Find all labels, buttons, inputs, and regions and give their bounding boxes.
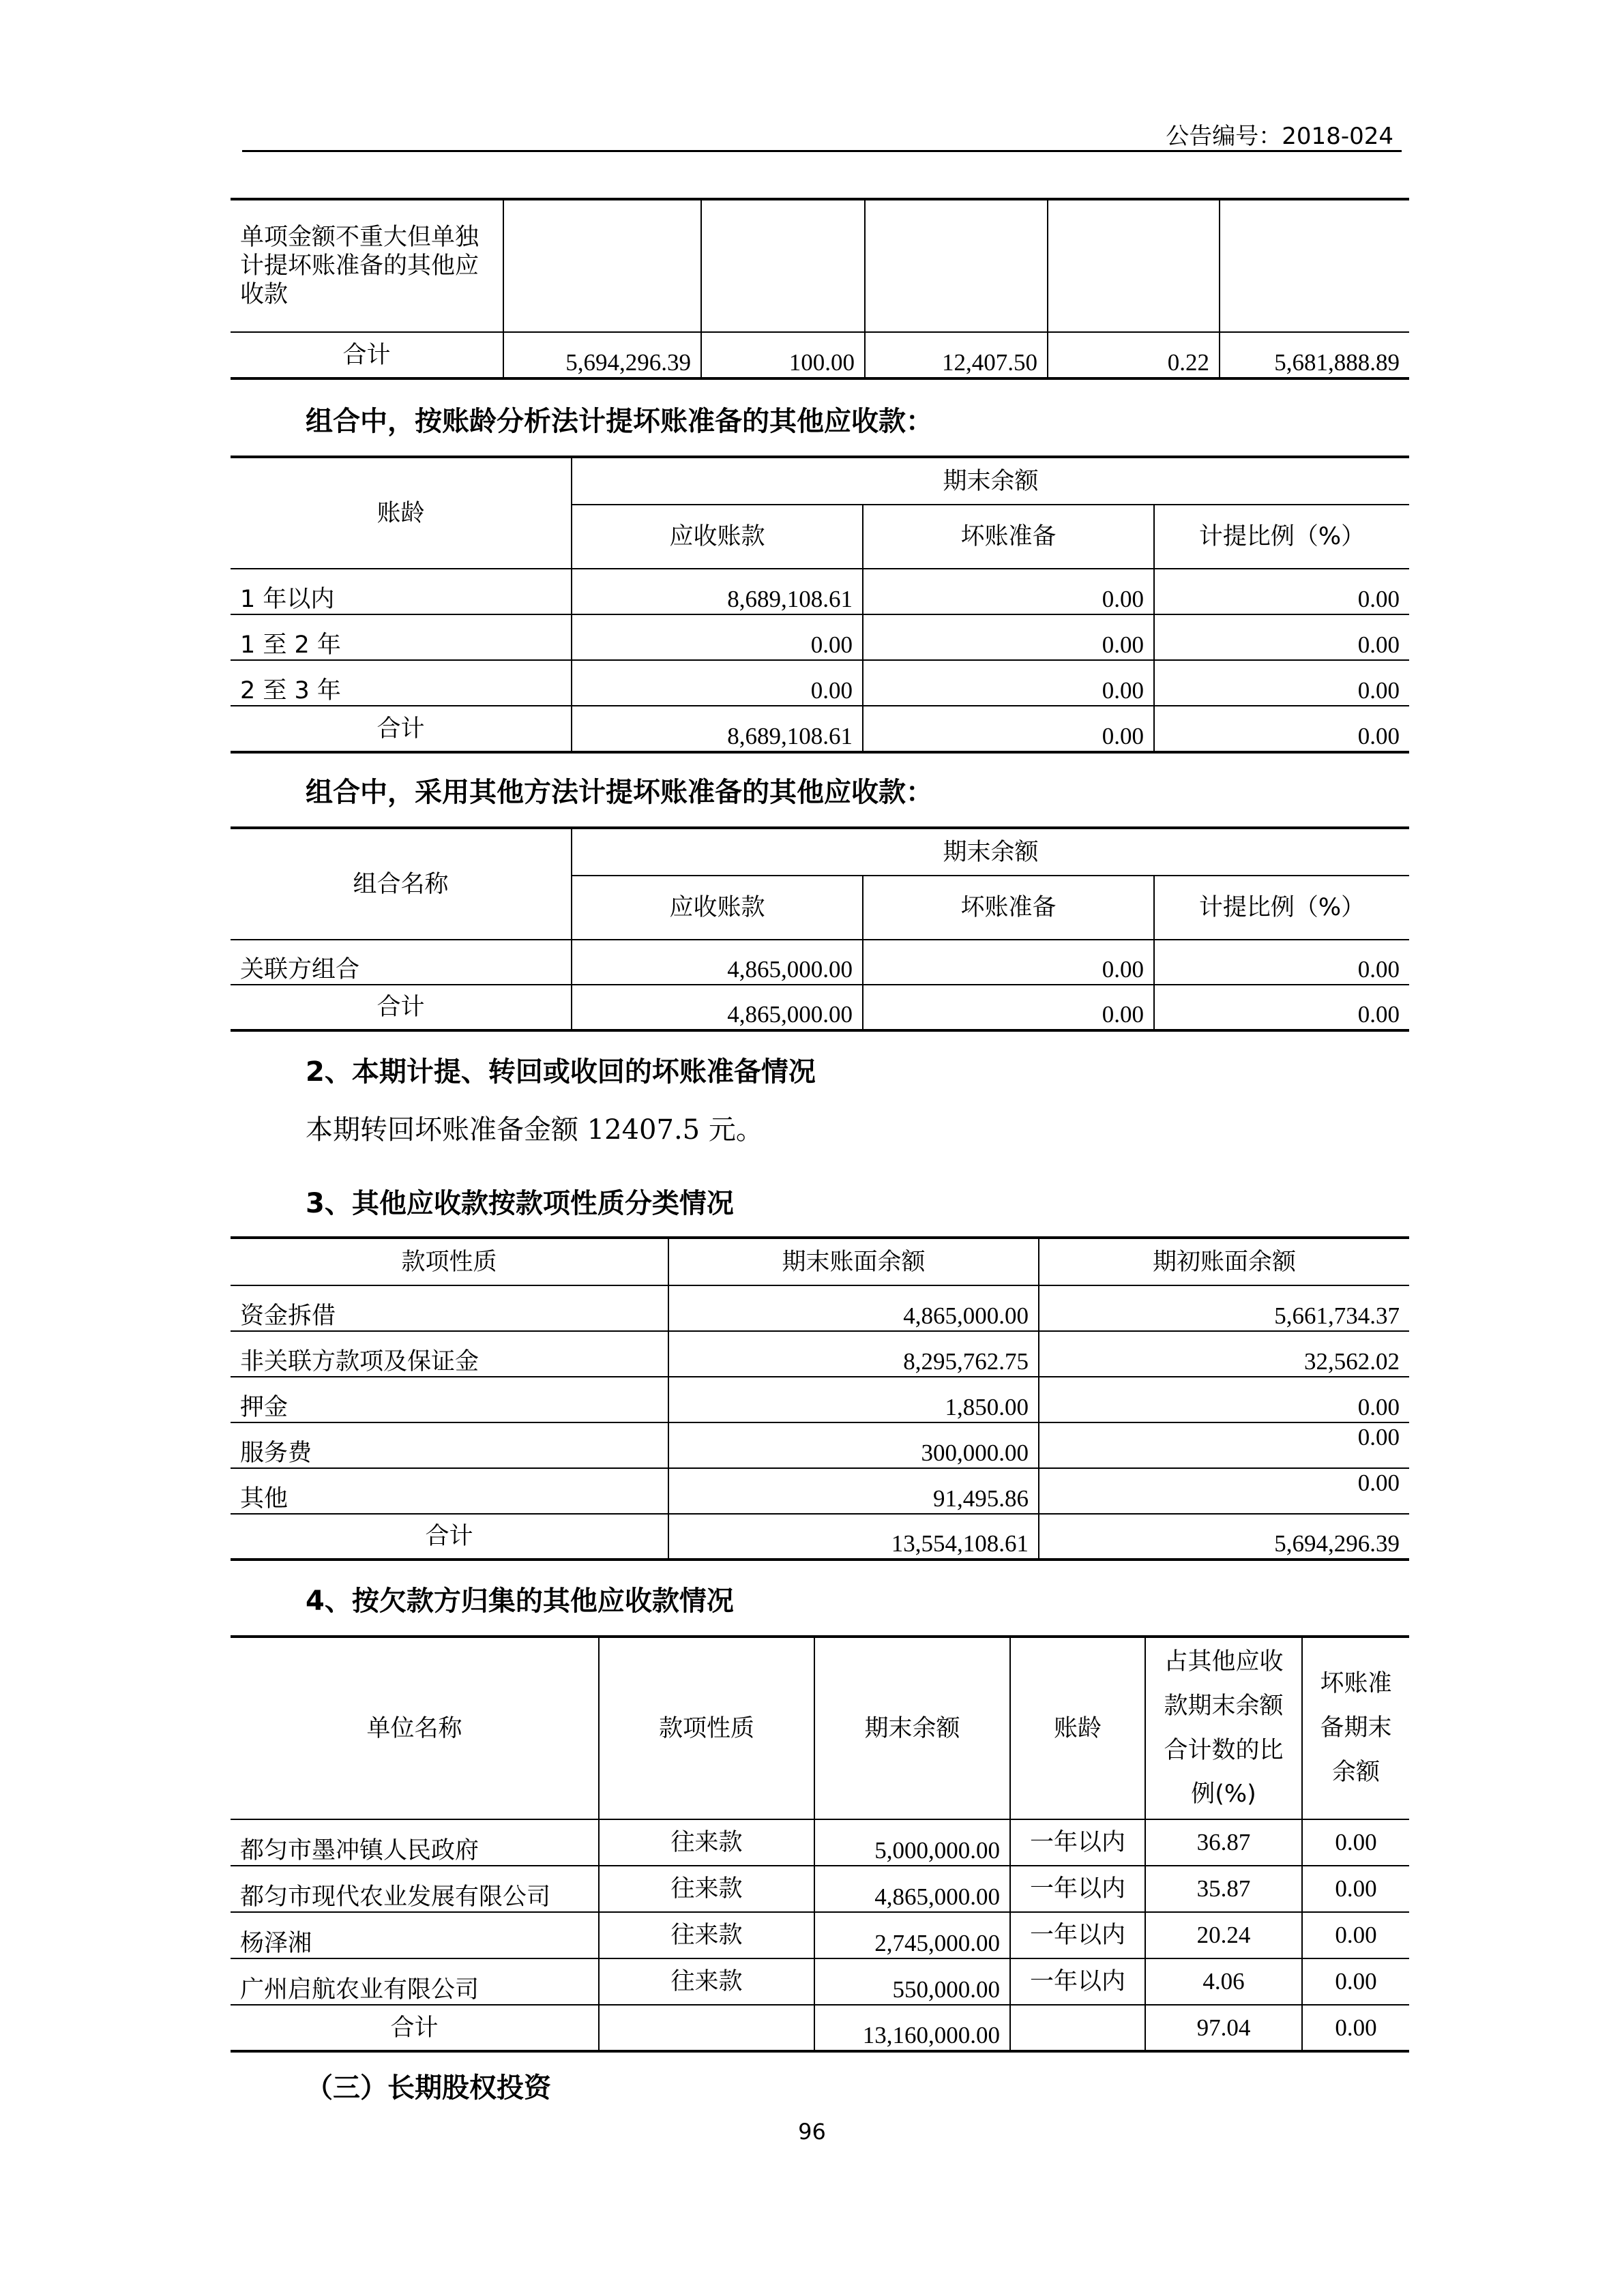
table-row (231, 1285, 1409, 1331)
table-row (231, 332, 1409, 378)
column-header: 计提比例（%） (1154, 876, 1409, 940)
table-nature (231, 1236, 1409, 1561)
section-heading-3: 3、其他应收款按款项性质分类情况 (306, 1188, 734, 1219)
row-label: 资金拆借 (231, 1285, 668, 1331)
cell-nature: 往来款 (599, 1866, 814, 1912)
header-divider (242, 150, 1402, 152)
row-label: 1 至 2 年 (231, 614, 572, 660)
table-header-row (231, 1238, 1409, 1285)
cell (1220, 199, 1409, 332)
table-row (231, 1866, 1409, 1912)
cell (503, 199, 701, 332)
column-header: 款项性质 (231, 1238, 668, 1285)
table-continued-grid (231, 198, 1409, 380)
table-aging-grid (231, 456, 1409, 754)
table-header-row (231, 1637, 1409, 1819)
cell: 0.00 (1154, 569, 1409, 614)
cell: 0.00 (1154, 614, 1409, 660)
table-aging (231, 456, 1409, 754)
table-header-row (231, 828, 1409, 876)
table-row (231, 2005, 1409, 2051)
column-header: 账龄 (1010, 1637, 1145, 1819)
page-number: 96 (798, 2119, 826, 2145)
column-header: 款项性质 (599, 1637, 814, 1819)
table-row (231, 1422, 1409, 1468)
cell: 4,865,000.00 (572, 985, 863, 1030)
row-label: 1 年以内 (231, 569, 572, 614)
table-row (231, 1468, 1409, 1514)
section-heading-aging: 组合中，按账龄分析法计提坏账准备的其他应收款： (306, 406, 933, 437)
cell: 0.00 (572, 614, 863, 660)
table-row (231, 569, 1409, 614)
cell: 0.00 (1039, 1377, 1409, 1422)
section-heading-long-term-investment: （三）长期股权投资 (306, 2072, 551, 2104)
table-other-method-grid (231, 826, 1409, 1032)
cell: 0.00 (863, 614, 1154, 660)
cell-provision: 0.00 (1302, 1958, 1409, 2005)
table-other-method (231, 826, 1409, 1032)
cell (865, 199, 1048, 332)
cell: 5,661,734.37 (1039, 1285, 1409, 1331)
cell: 8,689,108.61 (572, 569, 863, 614)
cell: 1,850.00 (668, 1377, 1039, 1422)
row-label: 其他 (231, 1468, 668, 1514)
cell (701, 199, 865, 332)
row-label: 合计 (231, 706, 572, 752)
cell: 5,694,296.39 (1039, 1514, 1409, 1560)
cell-balance: 550,000.00 (814, 1958, 1010, 2005)
table-debtors-grid (231, 1635, 1409, 2053)
row-label: 服务费 (231, 1422, 668, 1468)
column-header: 坏账准备 (863, 505, 1154, 569)
cell-nature: 往来款 (599, 1958, 814, 2005)
cell-nature (599, 2005, 814, 2051)
cell-nature: 往来款 (599, 1819, 814, 1866)
row-label: 合计 (231, 1514, 668, 1560)
cell: 100.00 (701, 332, 865, 378)
cell-aging: 一年以内 (1010, 1958, 1145, 2005)
cell-unit-name: 合计 (231, 2005, 599, 2051)
column-group-header: 期末余额 (572, 457, 1409, 505)
cell: 0.00 (1039, 1422, 1409, 1468)
cell-aging: 一年以内 (1010, 1912, 1145, 1958)
column-header: 计提比例（%） (1154, 505, 1409, 569)
column-header: 坏账准备 (863, 876, 1154, 940)
cell: 32,562.02 (1039, 1331, 1409, 1377)
cell: 8,295,762.75 (668, 1331, 1039, 1377)
column-header: 占其他应收款期末余额合计数的比例(%) (1145, 1637, 1302, 1819)
section-heading-other-method: 组合中，采用其他方法计提坏账准备的其他应收款： (306, 777, 933, 808)
cell: 91,495.86 (668, 1468, 1039, 1514)
cell-balance: 2,745,000.00 (814, 1912, 1010, 1958)
cell-unit-name: 广州启航农业有限公司 (231, 1958, 599, 2005)
row-label: 关联方组合 (231, 940, 572, 985)
cell: 0.00 (1039, 1468, 1409, 1514)
cell-balance: 4,865,000.00 (814, 1866, 1010, 1912)
cell: 4,865,000.00 (668, 1285, 1039, 1331)
table-row (231, 985, 1409, 1030)
cell-nature: 往来款 (599, 1912, 814, 1958)
column-header: 期末账面余额 (668, 1238, 1039, 1285)
cell-ratio: 4.06 (1145, 1958, 1302, 2005)
cell: 0.00 (863, 985, 1154, 1030)
table-continued (231, 198, 1409, 380)
table-row (231, 199, 1409, 332)
cell-provision: 0.00 (1302, 1912, 1409, 1958)
table-row (231, 1514, 1409, 1560)
cell: 5,694,296.39 (503, 332, 701, 378)
column-header: 应收账款 (572, 505, 863, 569)
cell-ratio: 35.87 (1145, 1866, 1302, 1912)
cell-balance: 5,000,000.00 (814, 1819, 1010, 1866)
cell: 0.22 (1048, 332, 1220, 378)
cell: 300,000.00 (668, 1422, 1039, 1468)
cell: 8,689,108.61 (572, 706, 863, 752)
cell-unit-name: 都匀市墨冲镇人民政府 (231, 1819, 599, 1866)
cell-provision: 0.00 (1302, 1866, 1409, 1912)
cell-aging: 一年以内 (1010, 1866, 1145, 1912)
section-2-text: 本期转回坏账准备金额 12407.5 元。 (306, 1114, 763, 1146)
column-header: 组合名称 (231, 828, 572, 940)
cell: 0.00 (863, 706, 1154, 752)
cell-unit-name: 都匀市现代农业发展有限公司 (231, 1866, 599, 1912)
cell: 0.00 (1154, 985, 1409, 1030)
cell: 0.00 (863, 569, 1154, 614)
table-row (231, 1819, 1409, 1866)
cell: 0.00 (572, 660, 863, 706)
cell: 0.00 (1154, 660, 1409, 706)
table-row (231, 1912, 1409, 1958)
table-row (231, 1958, 1409, 2005)
cell: 12,407.50 (865, 332, 1048, 378)
row-label: 单项金额不重大但单独计提坏账准备的其他应收款 (231, 199, 503, 332)
cell-ratio: 20.24 (1145, 1912, 1302, 1958)
cell-aging (1010, 2005, 1145, 2051)
column-header: 坏账准备期末余额 (1302, 1637, 1409, 1819)
section-heading-2: 2、本期计提、转回或收回的坏账准备情况 (306, 1056, 816, 1088)
cell: 13,554,108.61 (668, 1514, 1039, 1560)
column-header: 账龄 (231, 457, 572, 569)
table-row (231, 614, 1409, 660)
column-header: 期末余额 (814, 1637, 1010, 1819)
column-group-header: 期末余额 (572, 828, 1409, 876)
cell-ratio: 97.04 (1145, 2005, 1302, 2051)
table-row (231, 660, 1409, 706)
cell: 0.00 (1154, 706, 1409, 752)
cell: 4,865,000.00 (572, 940, 863, 985)
cell-ratio: 36.87 (1145, 1819, 1302, 1866)
column-header: 应收账款 (572, 876, 863, 940)
table-row (231, 706, 1409, 752)
column-header: 期初账面余额 (1039, 1238, 1409, 1285)
cell-aging: 一年以内 (1010, 1819, 1145, 1866)
cell (1048, 199, 1220, 332)
cell: 0.00 (863, 940, 1154, 985)
cell-unit-name: 杨泽湘 (231, 1912, 599, 1958)
row-label: 非关联方款项及保证金 (231, 1331, 668, 1377)
table-nature-grid (231, 1236, 1409, 1561)
cell: 0.00 (1154, 940, 1409, 985)
cell-provision: 0.00 (1302, 1819, 1409, 1866)
table-header-row (231, 457, 1409, 505)
row-label: 押金 (231, 1377, 668, 1422)
announcement-code: 公告编号：2018-024 (1166, 123, 1393, 150)
cell: 0.00 (863, 660, 1154, 706)
table-row (231, 1331, 1409, 1377)
row-label: 合计 (231, 985, 572, 1030)
table-debtors (231, 1635, 1409, 2053)
table-row (231, 940, 1409, 985)
cell: 5,681,888.89 (1220, 332, 1409, 378)
section-heading-4: 4、按欠款方归集的其他应收款情况 (306, 1585, 734, 1617)
cell-balance: 13,160,000.00 (814, 2005, 1010, 2051)
column-header: 单位名称 (231, 1637, 599, 1819)
table-row (231, 1377, 1409, 1422)
cell-provision: 0.00 (1302, 2005, 1409, 2051)
row-label: 2 至 3 年 (231, 660, 572, 706)
row-label: 合计 (231, 332, 503, 378)
